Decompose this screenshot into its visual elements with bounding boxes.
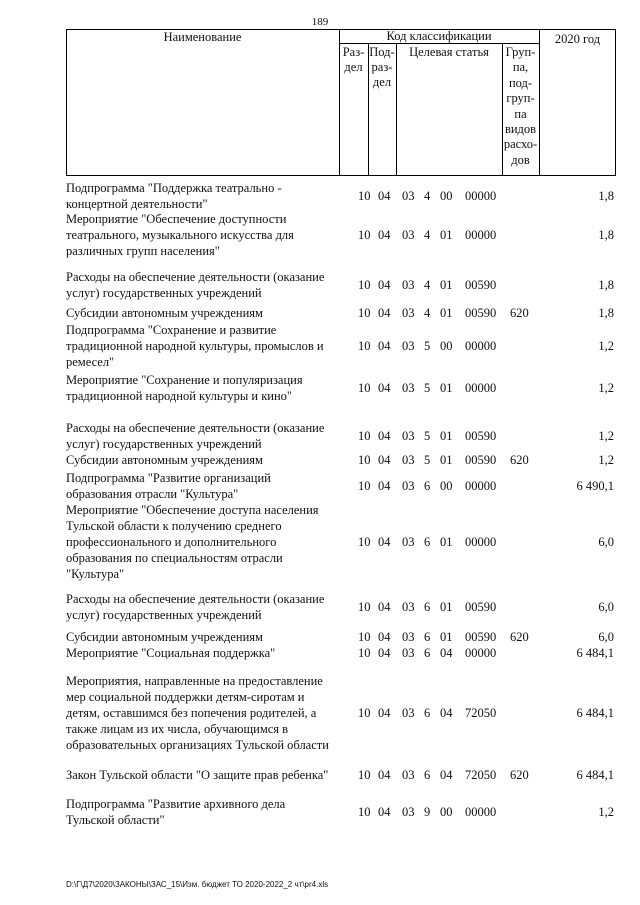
code-vr: 620 <box>510 306 529 320</box>
code-b: 6 <box>424 600 431 614</box>
code-a: 03 <box>402 429 415 443</box>
code-rz: 10 <box>358 228 371 242</box>
table-row <box>0 796 640 828</box>
code-b: 6 <box>424 646 431 660</box>
code-rz: 10 <box>358 381 371 395</box>
code-pr: 04 <box>378 381 391 395</box>
code-rz: 10 <box>358 805 371 819</box>
code-c: 01 <box>440 306 453 320</box>
table-row <box>0 211 640 259</box>
row-amount: 1,2 <box>598 453 614 467</box>
code-rz: 10 <box>358 600 371 614</box>
code-rz: 10 <box>358 706 371 720</box>
code-c: 01 <box>440 381 453 395</box>
code-pr: 04 <box>378 479 391 493</box>
table-row <box>0 629 640 645</box>
code-d: 00590 <box>465 453 497 467</box>
table-header <box>66 29 616 176</box>
code-d: 00000 <box>465 479 497 493</box>
table-row <box>0 673 640 753</box>
code-a: 03 <box>402 768 415 782</box>
code-c: 00 <box>440 189 453 203</box>
code-a: 03 <box>402 189 415 203</box>
code-a: 03 <box>402 646 415 660</box>
code-c: 01 <box>440 429 453 443</box>
code-a: 03 <box>402 453 415 467</box>
row-amount: 1,8 <box>598 306 614 320</box>
row-name: Мероприятия, направленные на предоставление мер социальной поддержки детям-сиротам и детям, оставшимся без попечения родителей, а также лицам из их числа, обучающимся в образовательных организациях Тульской области <box>66 674 329 752</box>
code-vr: 620 <box>510 768 529 782</box>
code-b: 5 <box>424 339 431 353</box>
table-row <box>0 305 640 321</box>
code-c: 00 <box>440 339 453 353</box>
row-amount: 6 484,1 <box>576 646 614 660</box>
code-b: 4 <box>424 228 431 242</box>
code-pr: 04 <box>378 306 391 320</box>
row-amount: 1,8 <box>598 189 614 203</box>
header-target-article: Целевая статья <box>409 45 489 59</box>
code-pr: 04 <box>378 646 391 660</box>
row-amount: 6,0 <box>598 535 614 549</box>
row-name: Мероприятие "Социальная поддержка" <box>66 646 276 660</box>
row-name: Субсидии автономным учреждениям <box>66 630 263 644</box>
footer-file-path: D:\Г\Д7\2020\ЗАКОНЫ\ЗАС_15\Изм. бюджет ТО 2020-2022_2 чт\pr4.xls <box>66 880 329 889</box>
code-d: 00000 <box>465 228 497 242</box>
row-name: Мероприятие "Обеспечение доступа населения Тульской области к получению среднего профессионального и дополнительного образования по специальностям отрасли "Культура" <box>66 503 319 581</box>
code-b: 6 <box>424 706 431 720</box>
code-vr: 620 <box>510 630 529 644</box>
table-row <box>0 420 640 452</box>
code-d: 72050 <box>465 706 497 720</box>
code-d: 72050 <box>465 768 497 782</box>
row-amount: 6 490,1 <box>576 479 614 493</box>
row-name: Расходы на обеспечение деятельности (оказание услуг) государственных учреждений <box>66 270 325 300</box>
code-c: 01 <box>440 600 453 614</box>
code-pr: 04 <box>378 630 391 644</box>
code-rz: 10 <box>358 535 371 549</box>
row-amount: 6 484,1 <box>576 706 614 720</box>
code-c: 01 <box>440 228 453 242</box>
code-b: 4 <box>424 278 431 292</box>
code-b: 4 <box>424 306 431 320</box>
row-amount: 6 484,1 <box>576 768 614 782</box>
code-d: 00590 <box>465 429 497 443</box>
row-amount: 6,0 <box>598 600 614 614</box>
row-name: Расходы на обеспечение деятельности (оказание услуг) государственных учреждений <box>66 592 325 622</box>
row-amount: 1,8 <box>598 228 614 242</box>
code-a: 03 <box>402 339 415 353</box>
row-name: Подпрограмма "Сохранение и развитие традиционной народной культуры, промыслов и ремесел" <box>66 323 324 369</box>
code-c: 04 <box>440 646 453 660</box>
code-pr: 04 <box>378 453 391 467</box>
code-b: 6 <box>424 535 431 549</box>
table-row <box>0 767 640 783</box>
code-c: 01 <box>440 630 453 644</box>
table-row <box>0 645 640 661</box>
table-row <box>0 452 640 468</box>
code-d: 00000 <box>465 805 497 819</box>
row-amount: 1,8 <box>598 278 614 292</box>
code-d: 00590 <box>465 306 497 320</box>
row-name: Мероприятие "Обеспечение доступности театрального, музыкального искусства для различных групп населения" <box>66 212 294 258</box>
code-pr: 04 <box>378 429 391 443</box>
code-pr: 04 <box>378 339 391 353</box>
code-d: 00000 <box>465 535 497 549</box>
table-row <box>0 180 640 212</box>
row-name: Подпрограмма "Поддержка театрально - концертной деятельности" <box>66 181 282 211</box>
row-amount: 1,2 <box>598 339 614 353</box>
table-row <box>0 591 640 623</box>
code-c: 01 <box>440 535 453 549</box>
code-pr: 04 <box>378 228 391 242</box>
code-d: 00590 <box>465 278 497 292</box>
code-pr: 04 <box>378 768 391 782</box>
header-classification: Код классификации <box>386 29 492 43</box>
code-rz: 10 <box>358 339 371 353</box>
code-b: 5 <box>424 429 431 443</box>
code-c: 00 <box>440 805 453 819</box>
code-c: 00 <box>440 479 453 493</box>
header-section: Раз- дел <box>342 45 365 74</box>
code-pr: 04 <box>378 189 391 203</box>
row-name: Субсидии автономным учреждениям <box>66 306 263 320</box>
row-amount: 1,2 <box>598 429 614 443</box>
header-name: Наименование <box>163 30 242 44</box>
row-name: Закон Тульской области "О защите прав ребенка" <box>66 768 329 782</box>
code-rz: 10 <box>358 453 371 467</box>
row-name: Мероприятие "Сохранение и популяризация традиционной народной культуры и кино" <box>66 373 303 403</box>
code-rz: 10 <box>358 646 371 660</box>
code-a: 03 <box>402 278 415 292</box>
code-rz: 10 <box>358 768 371 782</box>
code-d: 00590 <box>465 630 497 644</box>
code-pr: 04 <box>378 706 391 720</box>
code-b: 5 <box>424 381 431 395</box>
row-amount: 6,0 <box>598 630 614 644</box>
code-a: 03 <box>402 535 415 549</box>
code-pr: 04 <box>378 278 391 292</box>
code-c: 01 <box>440 453 453 467</box>
code-c: 04 <box>440 768 453 782</box>
table-row <box>0 502 640 582</box>
row-name: Подпрограмма "Развитие архивного дела Тульской области" <box>66 797 286 827</box>
table-row <box>0 269 640 301</box>
code-c: 04 <box>440 706 453 720</box>
code-b: 6 <box>424 630 431 644</box>
code-a: 03 <box>402 706 415 720</box>
code-pr: 04 <box>378 805 391 819</box>
row-amount: 1,2 <box>598 805 614 819</box>
code-a: 03 <box>402 805 415 819</box>
table-row <box>0 322 640 370</box>
code-pr: 04 <box>378 535 391 549</box>
code-b: 9 <box>424 805 431 819</box>
row-name: Подпрограмма "Развитие организаций образования отрасли "Культура" <box>66 471 271 501</box>
code-a: 03 <box>402 228 415 242</box>
code-d: 00000 <box>465 189 497 203</box>
code-vr: 620 <box>510 453 529 467</box>
code-d: 00000 <box>465 646 497 660</box>
code-rz: 10 <box>358 630 371 644</box>
code-a: 03 <box>402 479 415 493</box>
code-a: 03 <box>402 306 415 320</box>
code-a: 03 <box>402 630 415 644</box>
header-subsection: Под- раз- дел <box>369 45 395 89</box>
code-b: 6 <box>424 479 431 493</box>
code-b: 5 <box>424 453 431 467</box>
code-d: 00000 <box>465 381 497 395</box>
code-rz: 10 <box>358 189 371 203</box>
code-d: 00000 <box>465 339 497 353</box>
code-rz: 10 <box>358 429 371 443</box>
code-pr: 04 <box>378 600 391 614</box>
code-rz: 10 <box>358 479 371 493</box>
code-rz: 10 <box>358 278 371 292</box>
code-c: 01 <box>440 278 453 292</box>
code-a: 03 <box>402 600 415 614</box>
header-expense-group: Груп- па, под- груп- па видов расхо- дов <box>503 45 538 167</box>
page-number: 189 <box>311 16 329 28</box>
code-a: 03 <box>402 381 415 395</box>
row-amount: 1,2 <box>598 381 614 395</box>
code-rz: 10 <box>358 306 371 320</box>
table-row <box>0 372 640 404</box>
table-row <box>0 470 640 502</box>
code-b: 4 <box>424 189 431 203</box>
row-name: Расходы на обеспечение деятельности (оказание услуг) государственных учреждений <box>66 421 325 451</box>
code-d: 00590 <box>465 600 497 614</box>
header-year: 2020 год <box>554 32 601 46</box>
code-b: 6 <box>424 768 431 782</box>
row-name: Субсидии автономным учреждениям <box>66 453 263 467</box>
